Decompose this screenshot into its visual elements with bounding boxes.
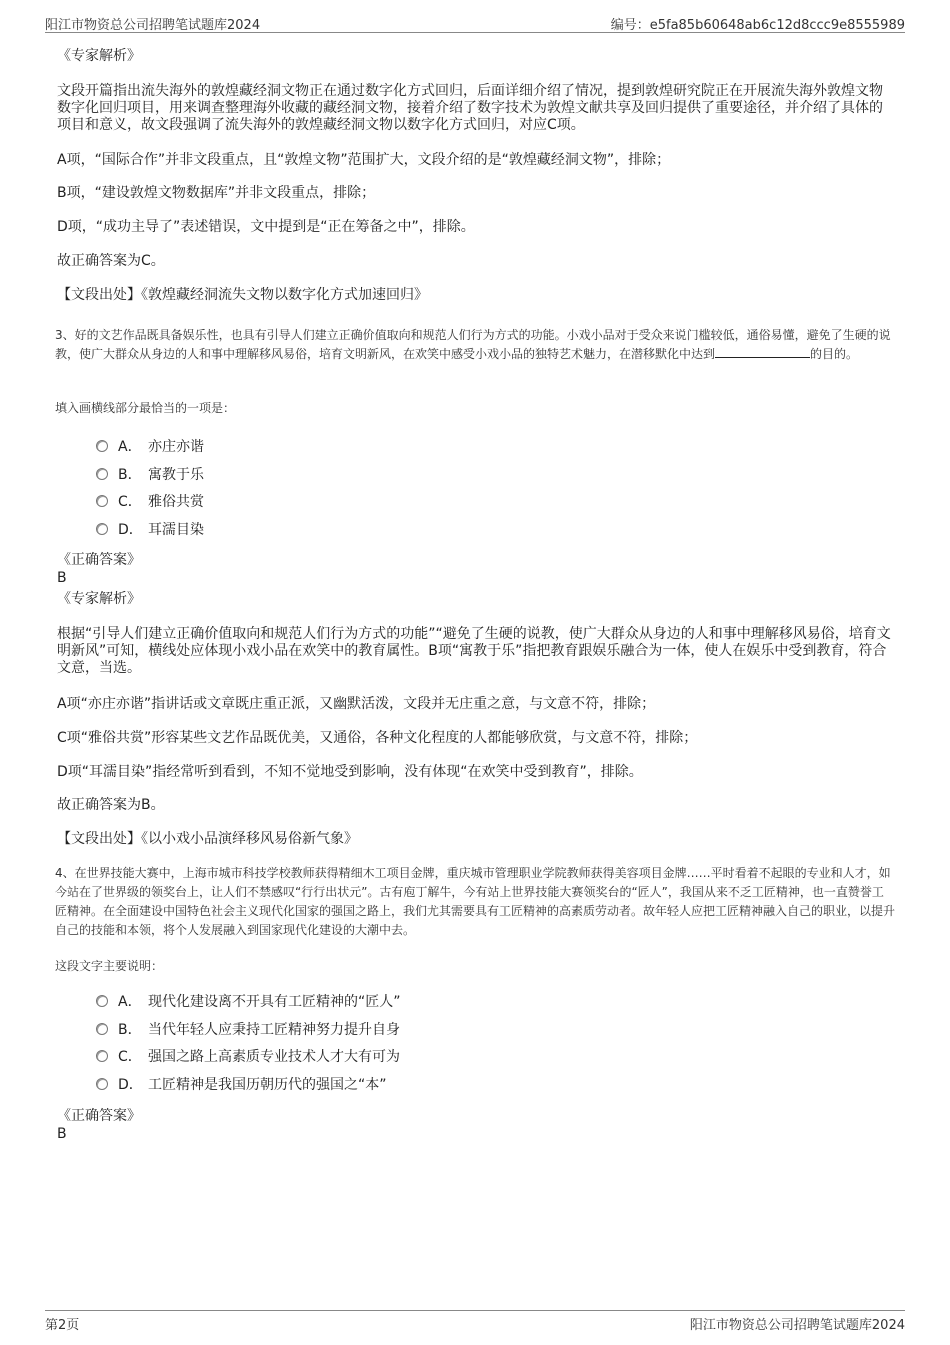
header-title: 阳江市物资总公司招聘笔试题库2024	[45, 18, 261, 33]
q4-answer-label: 《正确答案》	[57, 1108, 141, 1124]
q3-blank	[715, 345, 810, 358]
q3-option-a[interactable]: A． 亦庄亦谐	[96, 437, 204, 457]
header-serial: 编号：e5fa85b60648ab6c12d8ccc9e8555989	[610, 18, 905, 33]
q4-answer: B	[57, 1126, 67, 1142]
radio-icon[interactable]	[96, 1023, 108, 1035]
q3-stem-text: 3、好的文艺作品既具备娱乐性，也具有引导人们建立正确价值取向和规范人们行为方式的功能。小戏小品对于受众来说门槛较低，通俗易懂，避免了生硬的说教，使广大群众从身边的人和事中理解移风易俗，培育文明新风，在欢笑中感受小戏小品的独特艺术魅力，在潜移默化中达到	[55, 328, 891, 361]
q3-analysis: 根据“引导人们建立正确价值取向和规范人们行为方式的功能”“避免了生硬的说教，使广大群众从身边的人和事中理解移风易俗，培育文明新风”可知，横线处应体现小戏小品在欢笑中的教育属性。B项“寓教于乐”指把教育跟娱乐融合为一体，使人在娱乐中受到教育，符合文意，当选。	[57, 626, 891, 676]
q2-expert-label: 《专家解析》	[57, 48, 141, 64]
q4-option-b[interactable]: B． 当代年轻人应秉持工匠精神努力提升自身	[96, 1020, 400, 1040]
q4-option-d[interactable]: D． 工匠精神是我国历朝历代的强国之“本”	[96, 1075, 387, 1095]
q3-option-d[interactable]: D． 耳濡目染	[96, 520, 204, 540]
q2-option-b-analysis: B项，“建设敦煌文物数据库”并非文段重点，排除；	[57, 185, 376, 201]
q3-answer: B	[57, 570, 67, 586]
q2-analysis: 文段开篇指出流失海外的敦煌藏经洞文物正在通过数字化方式回归，后面详细介绍了情况，提到敦煌研究院正在开展流失海外敦煌文物数字化回归项目，用来调查整理海外收藏的藏经洞文物，接着介绍了数字技术为敦煌文献共享及回归提供了重要途径，并介绍了具体的项目和意义，故文段强调了流失海外的敦煌藏经洞文物以数字化方式回归，对应C项。	[57, 83, 883, 133]
q3-conclusion: 故正确答案为B。	[57, 797, 165, 813]
radio-icon[interactable]	[96, 1078, 108, 1090]
page-header	[45, 12, 905, 33]
q4-prompt: 这段文字主要说明：	[55, 959, 164, 973]
radio-icon[interactable]	[96, 995, 108, 1007]
q3-stem	[55, 326, 895, 364]
q3-stem-end: 的目的。	[810, 347, 859, 361]
q3-expert-label: 《专家解析》	[57, 591, 141, 607]
q2-option-a-analysis: A项，“国际合作”并非文段重点，且“敦煌文物”范围扩大，文段介绍的是“敦煌藏经洞文物”，排除；	[57, 152, 671, 168]
radio-icon[interactable]	[96, 495, 108, 507]
q4-option-c[interactable]: C． 强国之路上高素质专业技术人才大有可为	[96, 1047, 400, 1067]
q2-option-d-analysis: D项，“成功主导了”表述错误，文中提到是“正在筹备之中”，排除。	[57, 219, 475, 235]
q3-option-c[interactable]: C． 雅俗共赏	[96, 492, 204, 512]
radio-icon[interactable]	[96, 1050, 108, 1062]
q3-source: 【文段出处】《以小戏小品演绎移风易俗新气象》	[57, 831, 358, 847]
page-number: 第2页	[45, 1318, 80, 1333]
q3-option-c-analysis: C项“雅俗共赏”形容某些文艺作品既优美，又通俗，各种文化程度的人都能够欣赏，与文意不符，排除；	[57, 730, 698, 746]
q3-option-b[interactable]: B． 寓教于乐	[96, 465, 204, 485]
q3-answer-label: 《正确答案》	[57, 552, 141, 568]
radio-icon[interactable]	[96, 440, 108, 452]
q3-prompt: 填入画横线部分最恰当的一项是：	[55, 401, 236, 415]
q2-conclusion: 故正确答案为C。	[57, 253, 165, 269]
q4-option-a[interactable]: A． 现代化建设离不开具有工匠精神的“匠人”	[96, 992, 401, 1012]
q4-stem: 4、在世界技能大赛中，上海市城市科技学校教师获得精细木工项目金牌，重庆城市管理职业学院教师获得美容项目金牌……平时看着不起眼的专业和人才，如今站在了世界级的领奖台上，让人们不禁感叹“行行出状元”。古有庖丁解牛，今有站上世界技能大赛领奖台的“匠人”，我国从来不乏工匠精神，也一直赞誉工匠精神。在全面建设中国特色社会主义现代化国家的强国之路上，我们尤其需要具有工匠精神的高素质劳动者。故年轻人应把工匠精神融入自己的职业，以提升自己的技能和本领，将个人发展融入到国家现代化建设的大潮中去。	[55, 866, 896, 937]
q3-option-a-analysis: A项“亦庄亦谐”指讲话或文章既庄重正派，又幽默活泼，文段并无庄重之意，与文意不符，排除；	[57, 696, 656, 712]
page-footer	[45, 1310, 905, 1331]
q3-option-d-analysis: D项“耳濡目染”指经常听到看到，不知不觉地受到影响，没有体现“在欢笑中受到教育”，排除。	[57, 764, 643, 780]
q2-source: 【文段出处】《敦煌藏经洞流失文物以数字化方式加速回归》	[57, 287, 428, 303]
radio-icon[interactable]	[96, 523, 108, 535]
footer-title: 阳江市物资总公司招聘笔试题库2024	[689, 1318, 905, 1333]
radio-icon[interactable]	[96, 468, 108, 480]
